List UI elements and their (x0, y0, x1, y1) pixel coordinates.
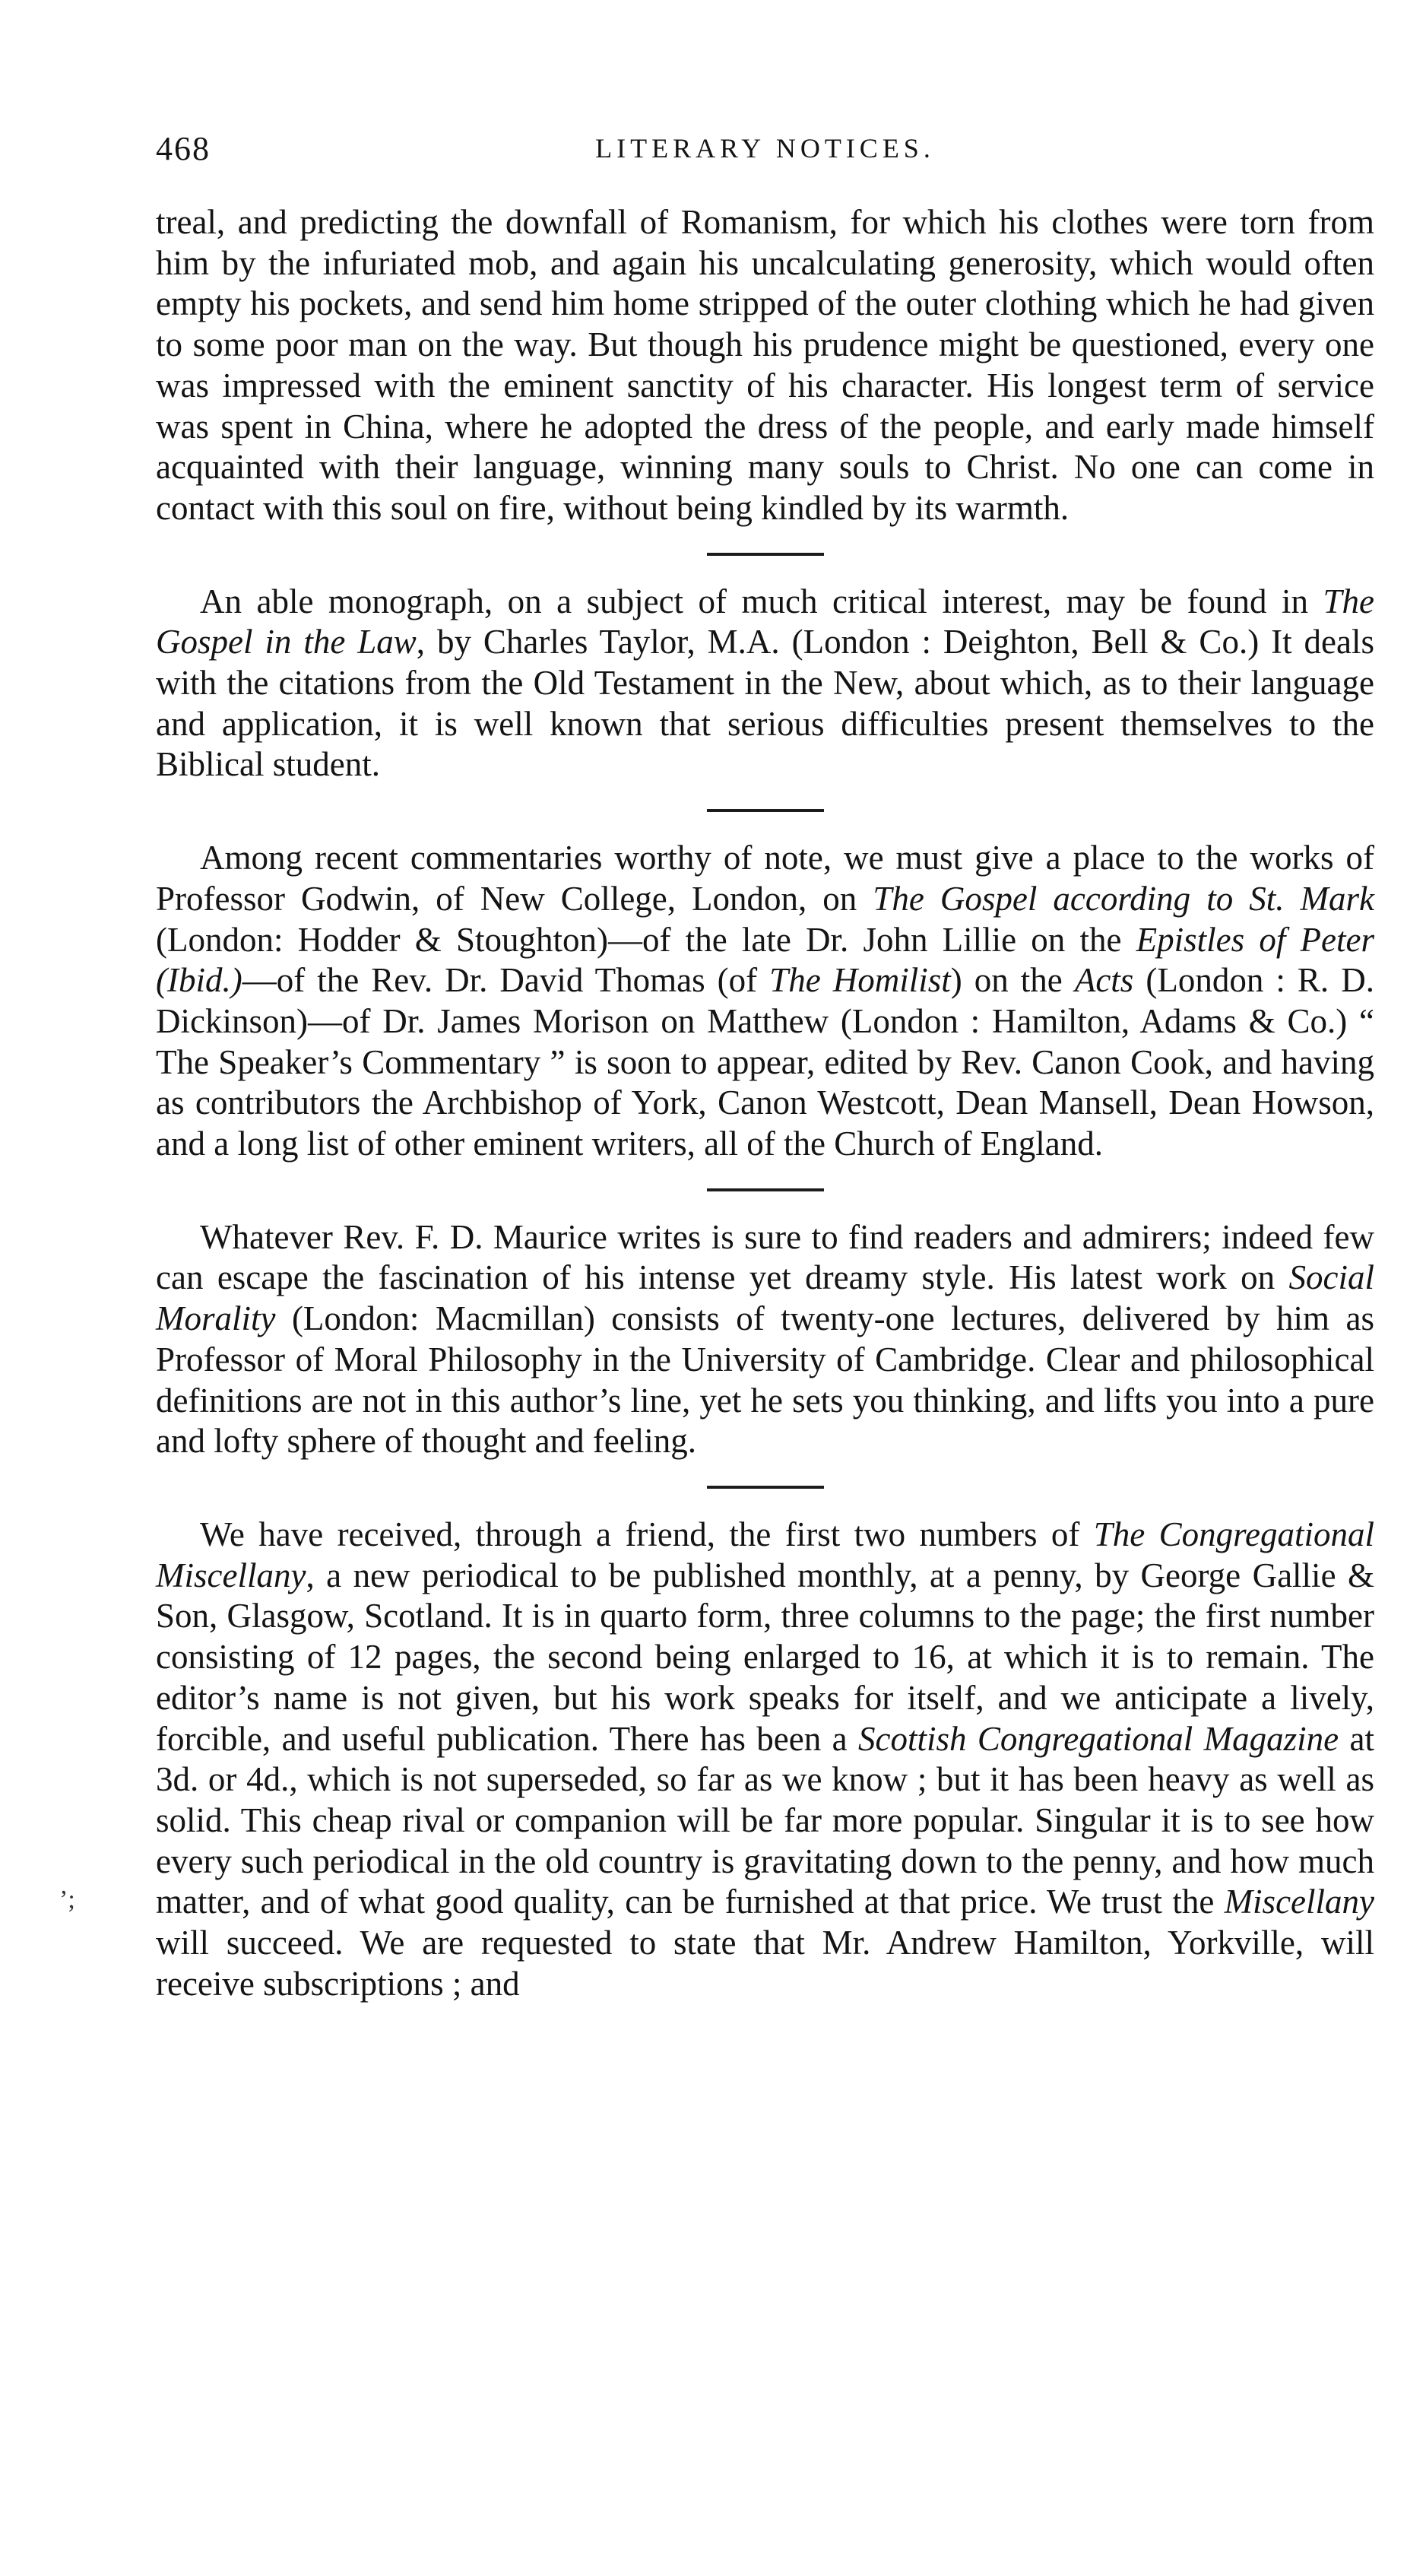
notice-text: An able monograph, on a subject of much critical interest, may be found in (200, 582, 1323, 620)
notice-congregational-miscellany (156, 1515, 1374, 2004)
book-title: The Homilist (769, 961, 951, 1000)
notice-text: ) on the (950, 961, 1075, 1000)
notice-commentaries (156, 838, 1374, 1165)
section-divider (707, 1188, 824, 1191)
notice-continuation (156, 202, 1374, 529)
running-head (156, 129, 1374, 175)
notice-text: (London : R. D. Dickinson)—of Dr. James Morison on Matthew (London : Hamilton, Adams & Co.) “ The Speaker’s Commentary ” is soon to appear, edited by Rev. Canon Cook, and having as contributors the Archbishop of York, Canon Westcott, Dean Mansell, Dean Howson, and a long list of other eminent writers, all of the Church of England. (156, 961, 1374, 1163)
notice-social-morality (156, 1217, 1374, 1462)
notice-text: , a new periodical to be published monthly, at a penny, by George Gallie & Son, Glasgow, Scotland. It is in quarto form, three columns to the page; the first number consisting of 12 pages, the second being enlarged to 16, at which it is to remain. The editor’s name is not given, but his work speaks for itself, and we anticipate a lively, forcible, and useful publication. There has been a (156, 1556, 1374, 1758)
notice-text: Among recent commentaries worthy of note, we must give a place to the works of Professor Godwin, of New College, London, on (156, 839, 1374, 918)
book-title: The Gospel in the Law (156, 582, 1374, 661)
margin-mark: ’; (59, 1886, 75, 1914)
running-title: LITERARY NOTICES. (595, 133, 935, 163)
notice-text: at 3d. or 4d., which is not superseded, so far as we know ; but it has been heavy as well as solid. This cheap rival or companion will be far more popular. Singular it is to see how every such periodical in the old country is gravitating down to the penny, and how much matter, and of what good quality, can be furnished at that price. We trust the (156, 1719, 1374, 1921)
book-title: The Gospel according to St. Mark (873, 879, 1374, 918)
section-divider (707, 553, 824, 556)
book-title: Epistles of Peter (Ibid.) (156, 920, 1374, 1000)
body-text (156, 202, 1374, 2004)
section-divider (707, 809, 824, 812)
notice-text: We have received, through a friend, the first two numbers of (200, 1515, 1094, 1553)
notice-text: (London: Hodder & Stoughton)—of the late Dr. John Lillie on the (156, 920, 1136, 959)
book-title: Miscellany (1224, 1883, 1374, 1921)
section-divider (707, 1486, 824, 1489)
notice-text: (London: Macmillan) consists of twenty-one lectures, delivered by him as Professor of Moral Philosophy in the University of Cambridge. Clear and philosophical definitions are not in this author’s line, yet he sets you thinking, and lifts you into a pure and lofty sphere of thought and feeling. (156, 1299, 1374, 1461)
book-title: Social Morality (156, 1258, 1374, 1338)
notice-text: , by Charles Taylor, M.A. (London : Deighton, Bell & Co.) It deals with the citations from the Old Testament in the New, about which, as to their language and application, it is well known that serious difficulties present themselves to the Biblical student. (156, 623, 1374, 784)
notice-text: —of the Rev. Dr. David Thomas (of (242, 961, 770, 1000)
notice-text: Whatever Rev. F. D. Maurice writes is sure to find readers and admirers; indeed few can escape the fascination of his intense yet dreamy style. His latest work on (156, 1217, 1374, 1297)
book-title: Acts (1074, 961, 1134, 1000)
notice-text: will succeed. We are requested to state that Mr. Andrew Hamilton, Yorkville, will receive subscriptions ; and (156, 1924, 1374, 2003)
book-title: Scottish Congregational Magazine (858, 1719, 1339, 1758)
notice-gospel-in-the-law (156, 582, 1374, 786)
book-title: The Congregational Miscellany (156, 1515, 1375, 1594)
page-number: 468 (156, 130, 211, 167)
notice-text: treal, and predicting the downfall of Romanism, for which his clothes were torn from him by the infuriated mob, and again his uncalculating generosity, which would often empty his pockets, and send him home stripped of the outer clothing which he had given to some poor man on the way. But though his prudence might be questioned, every one was impressed with the eminent sanctity of his character. His longest term of service was spent in China, where he adopted the dress of the people, and early made himself acquainted with their language, winning many souls to Christ. No one can come in contact with this soul on fire, without being kindled by its warmth. (156, 203, 1374, 527)
